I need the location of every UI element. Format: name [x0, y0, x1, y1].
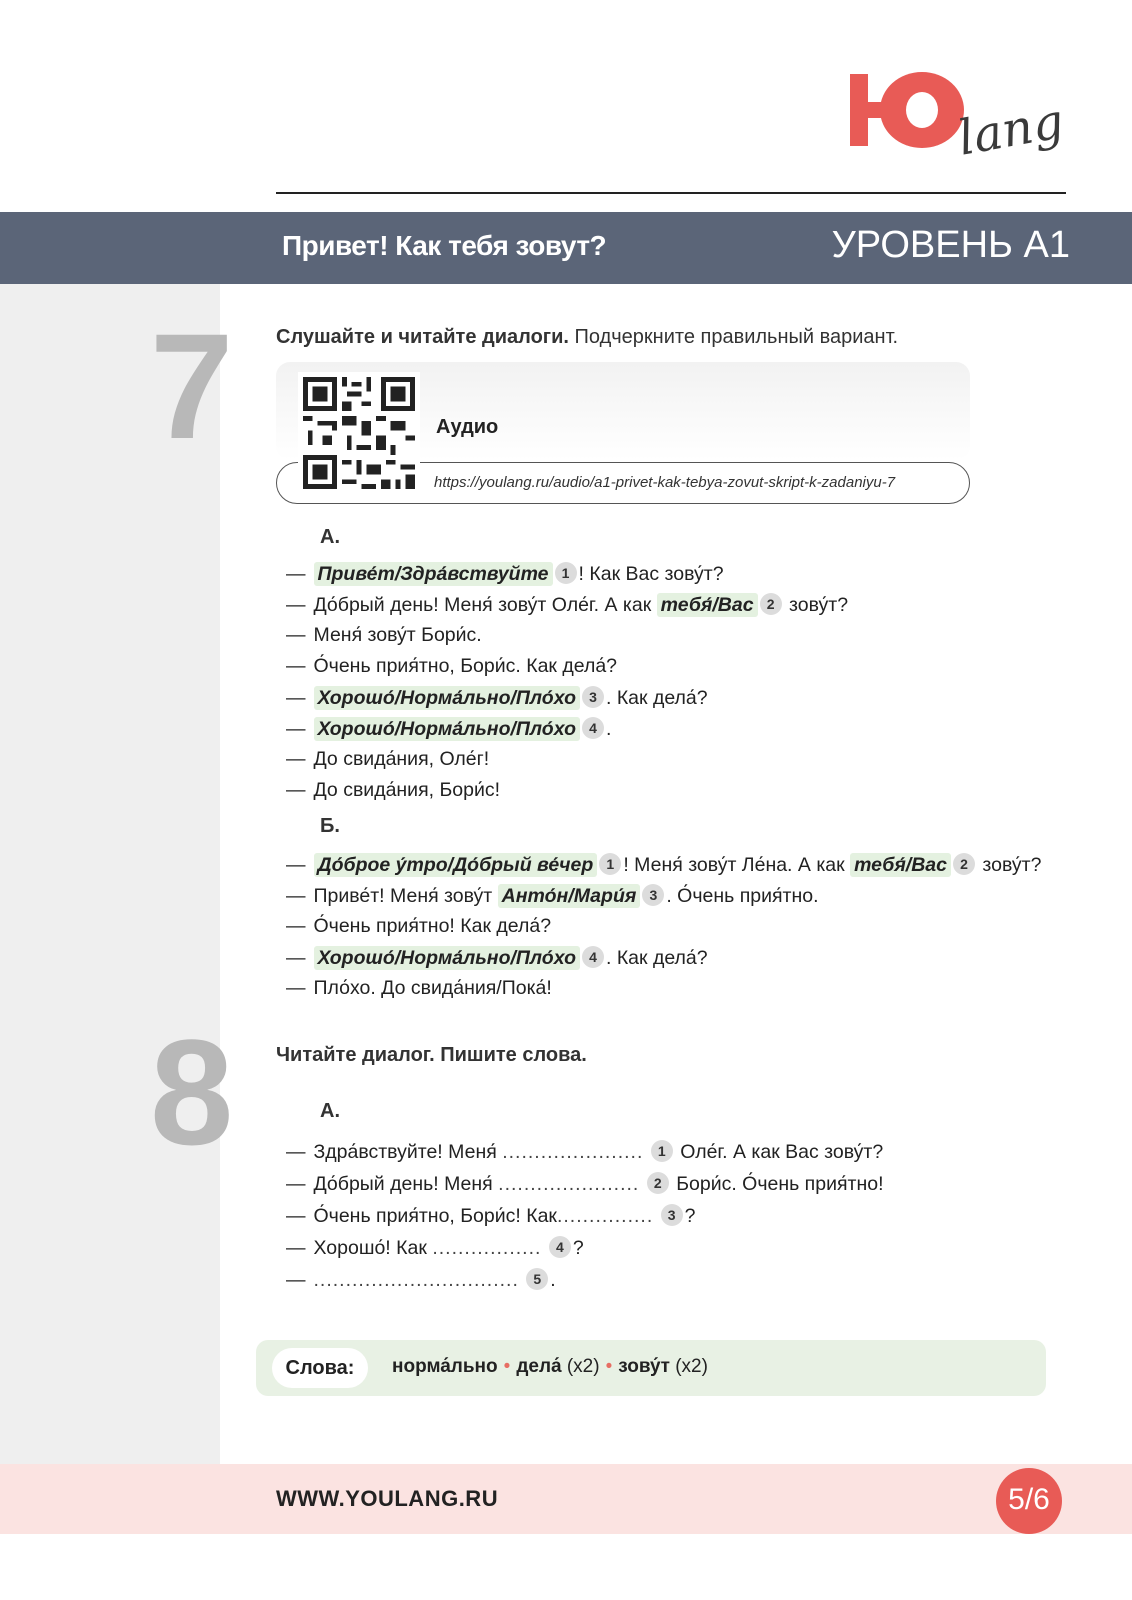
audio-box [276, 362, 970, 504]
word-item: зову́т [618, 1356, 670, 1377]
dialog-line: — Приве́т! Меня́ зову́т Анто́н/Мари́я 3 . О́чень прия́тно. [286, 885, 819, 907]
blank-field[interactable]: ................. [432, 1237, 542, 1259]
blank-field[interactable]: ................................ [313, 1269, 519, 1291]
dialog-line: — О́чень прия́тно, Бори́с. Как дела́? [286, 655, 618, 677]
level-label: УРОВЕНЬ А1 [831, 224, 1070, 266]
qr-code-icon[interactable] [298, 372, 420, 494]
audio-label: Аудио [436, 416, 499, 438]
word-bank [256, 1340, 1046, 1396]
fill-line: — До́брый день! Меня́ ...................... 2 Бори́с. О́чень прия́тно! [286, 1173, 884, 1195]
fill-line: — О́чень прия́тно, Бори́с! Как............... 3 ? [286, 1205, 696, 1227]
task7-section-b-label: Б. [320, 815, 340, 837]
number-badge: 4 [582, 717, 604, 739]
number-badge: 4 [549, 1236, 571, 1258]
bullet-icon: • [605, 1356, 613, 1377]
number-badge: 2 [953, 853, 975, 875]
number-badge: 3 [582, 686, 604, 708]
answer-option[interactable]: Анто́н/Мари́я [498, 884, 641, 908]
number-badge: 3 [661, 1204, 683, 1226]
dialog-line: — Хорошо́/Норма́льно/Пло́хо 4 . [286, 718, 612, 740]
dialog-line: — До свида́ния, Оле́г! [286, 748, 490, 770]
blank-field[interactable]: ...................... [498, 1173, 640, 1195]
title-bar [0, 212, 1132, 284]
audio-url-link[interactable]: https://youlang.ru/audio/a1-privet-kak-tebya-zovut-skript-k-zadaniyu-7 [434, 474, 896, 491]
logo-mark-icon [850, 66, 970, 166]
blank-field[interactable]: ...................... [502, 1141, 644, 1163]
answer-option[interactable]: Хорошо́/Норма́льно/Пло́хо [314, 686, 580, 710]
task7-instruction [276, 326, 898, 349]
header-rule [276, 192, 1066, 194]
task-number-7: 7 [150, 302, 234, 470]
answer-option[interactable]: тебя́/Вас [850, 853, 951, 877]
task-number-8: 8 [150, 1008, 234, 1176]
number-badge: 1 [599, 853, 621, 875]
dialog-line: — Приве́т/Здра́вствуйте 1 ! Как Вас зову́т? [286, 563, 724, 585]
number-badge: 2 [760, 593, 782, 615]
logo-text: lang [953, 93, 1068, 167]
fill-line: — ................................ 5 . [286, 1269, 556, 1291]
number-badge: 3 [642, 884, 664, 906]
task8-instruction: Читайте диалог. Пишите слова. [276, 1044, 587, 1066]
footer [0, 1464, 1132, 1534]
dialog-line: — До́брое у́тро/До́брый ве́чер 1 ! Меня́ зову́т Ле́на. А как тебя́/Вас 2 зову́т? [286, 854, 1042, 876]
answer-option[interactable]: До́брое у́тро/До́брый ве́чер [314, 853, 598, 877]
site-link[interactable]: WWW.YOULANG.RU [276, 1486, 499, 1511]
task7-instruction-bold: Слушайте и читайте диалоги. [276, 326, 569, 348]
dialog-line: — Хорошо́/Норма́льно/Пло́хо 3 . Как дела́? [286, 687, 708, 709]
dialog-line: — О́чень прия́тно! Как дела́? [286, 915, 552, 937]
number-badge: 4 [582, 946, 604, 968]
task8-section-a-label: А. [320, 1100, 340, 1122]
youlang-logo[interactable] [850, 66, 1080, 176]
answer-option[interactable]: Приве́т/Здра́вствуйте [314, 562, 553, 586]
number-badge: 5 [526, 1268, 548, 1290]
dialog-line: — До свида́ния, Бори́с! [286, 779, 501, 801]
answer-option[interactable]: тебя́/Вас [657, 593, 758, 617]
blank-field[interactable]: ............... [556, 1205, 654, 1227]
answer-option[interactable]: Хорошо́/Норма́льно/Пло́хо [314, 717, 580, 741]
fill-line: — Здра́вствуйте! Меня́ ...................... 1 Оле́г. А как Вас зову́т? [286, 1141, 884, 1163]
task7-section-a-label: А. [320, 526, 340, 548]
dialog-line: — Пло́хо. До свида́ния/Пока́! [286, 977, 552, 999]
page-title: Привет! Как тебя зовут? [282, 230, 607, 261]
page-number: 5/6 [996, 1468, 1062, 1534]
dialog-line: — До́брый день! Меня́ зову́т Оле́г. А как тебя́/Вас 2 зову́т? [286, 594, 849, 616]
task7-instruction-rest: Подчеркните правильный вариант. [568, 326, 899, 348]
word-item: дела́ [516, 1356, 562, 1377]
number-badge: 2 [647, 1172, 669, 1194]
word-bank-list: норма́льно • дела́ (x2) • зову́т (x2) [392, 1356, 708, 1377]
number-badge: 1 [555, 562, 577, 584]
dialog-line: — Хорошо́/Норма́льно/Пло́хо 4 . Как дела́? [286, 947, 708, 969]
word-item: норма́льно [392, 1356, 498, 1377]
number-badge: 1 [651, 1140, 673, 1162]
dialog-line: — Меня́ зову́т Бори́с. [286, 624, 482, 646]
answer-option[interactable]: Хорошо́/Норма́льно/Пло́хо [314, 946, 580, 970]
fill-line: — Хорошо́! Как ................. 4 ? [286, 1237, 584, 1259]
word-bank-label: Слова: [272, 1348, 368, 1388]
bullet-icon: • [503, 1356, 511, 1377]
